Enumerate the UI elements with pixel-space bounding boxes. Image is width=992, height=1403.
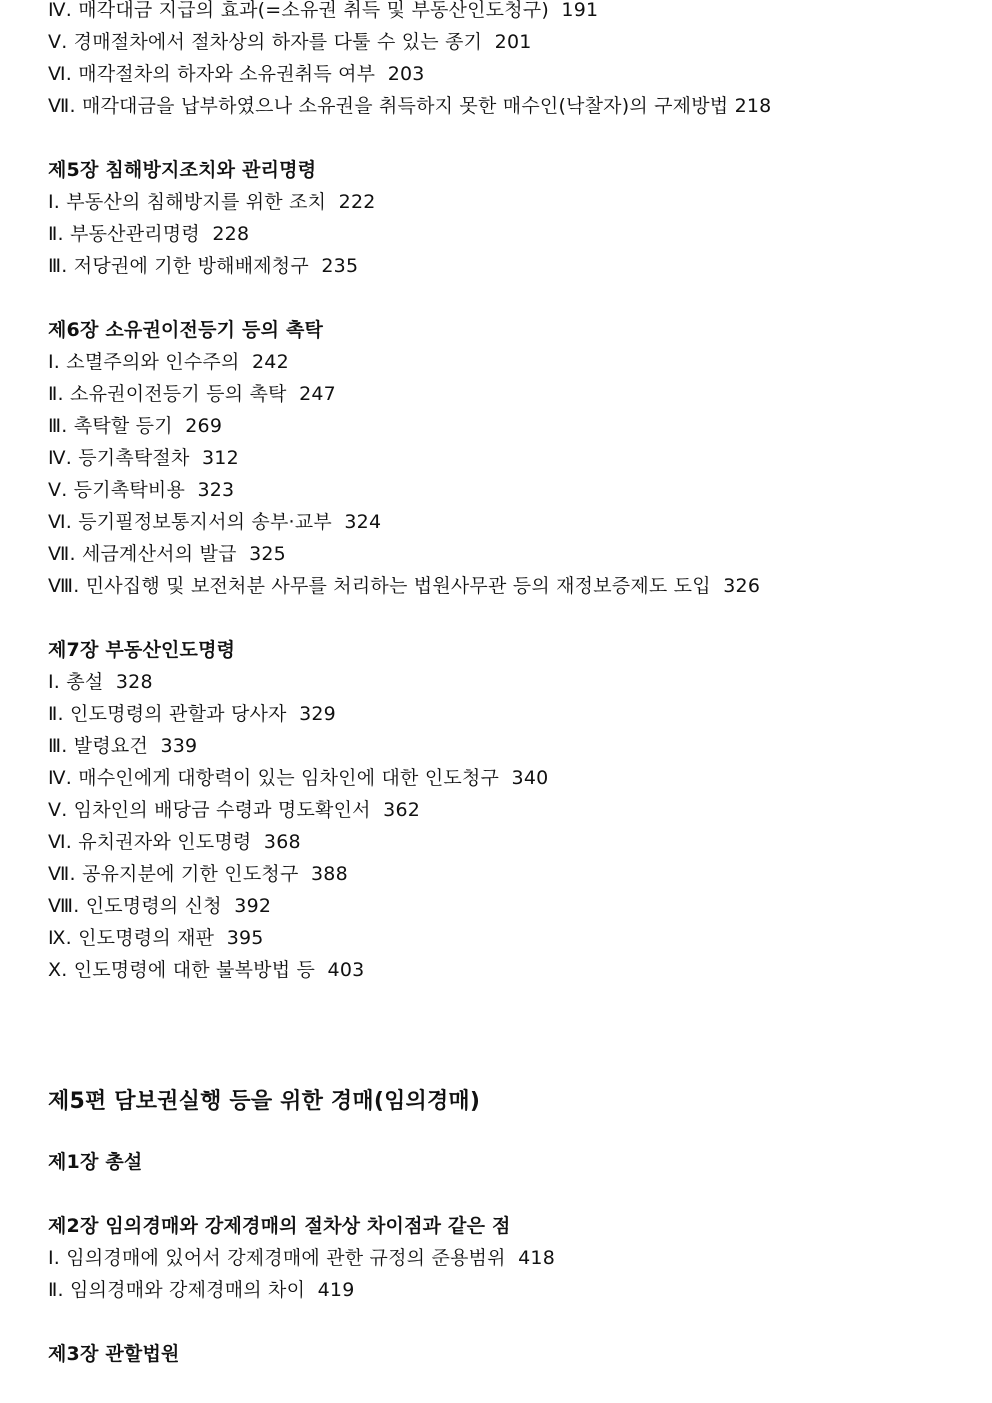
toc-entry: Ⅳ. 매수인에게 대항력이 있는 임차인에 대한 인도청구 340	[48, 767, 549, 789]
chapter-heading: 제5장 침해방지조치와 관리명령	[48, 159, 317, 181]
chapter-heading: 제2장 임의경매와 강제경매의 절차상 차이점과 같은 점	[48, 1215, 511, 1237]
toc-entry: Ⅹ. 인도명령에 대한 불복방법 등 403	[48, 959, 365, 981]
toc-entry: Ⅱ. 인도명령의 관할과 당사자 329	[48, 703, 336, 725]
toc-entry: Ⅵ. 등기필정보통지서의 송부·교부 324	[48, 511, 382, 533]
toc-entry: Ⅶ. 공유지분에 기한 인도청구 388	[48, 863, 348, 885]
toc-entry: Ⅷ. 민사집행 및 보전처분 사무를 처리하는 법원사무관 등의 재정보증제도 도입 326	[48, 575, 761, 597]
toc-entry: Ⅸ. 인도명령의 재판 395	[48, 927, 264, 949]
toc-entry: Ⅳ. 등기촉탁절차 312	[48, 447, 239, 469]
toc-entry: Ⅱ. 부동산관리명령 228	[48, 223, 250, 245]
chapter-heading: 제7장 부동산인도명령	[48, 639, 236, 661]
toc-entry: Ⅴ. 경매절차에서 절차상의 하자를 다툴 수 있는 종기 201	[48, 31, 532, 53]
chapter-heading: 제3장 관할법원	[48, 1343, 180, 1365]
part-heading: 제5편 담보권실행 등을 위한 경매(임의경매)	[48, 1089, 481, 1114]
toc-entry: Ⅴ. 등기촉탁비용 323	[48, 479, 235, 501]
toc-entry: Ⅲ. 촉탁할 등기 269	[48, 415, 223, 437]
toc-entry: Ⅲ. 저당권에 기한 방해배제청구 235	[48, 255, 359, 277]
toc-entry: Ⅷ. 인도명령의 신청 392	[48, 895, 272, 917]
toc-entry: Ⅰ. 소멸주의와 인수주의 242	[48, 351, 289, 373]
chapter-heading: 제6장 소유권이전등기 등의 촉탁	[48, 319, 324, 341]
toc-entry: Ⅵ. 유치권자와 인도명령 368	[48, 831, 301, 853]
toc-entry: Ⅴ. 임차인의 배당금 수령과 명도확인서 362	[48, 799, 421, 821]
toc-entry: Ⅰ. 총설 328	[48, 671, 153, 693]
toc-entry: Ⅵ. 매각절차의 하자와 소유권취득 여부 203	[48, 63, 425, 85]
toc-entry: Ⅲ. 발령요건 339	[48, 735, 198, 757]
toc-entry: Ⅶ. 세금계산서의 발급 325	[48, 543, 286, 565]
toc-entry: Ⅱ. 소유권이전등기 등의 촉탁 247	[48, 383, 336, 405]
toc-page	[48, 0, 978, 1370]
toc-entry: Ⅶ. 매각대금을 납부하였으나 소유권을 취득하지 못한 매수인(낙찰자)의 구제방법 218	[48, 95, 772, 117]
toc-entry: Ⅳ. 매각대금 지급의 효과(=소유권 취득 및 부동산인도청구) 191	[48, 0, 599, 21]
toc-entry: Ⅱ. 임의경매와 강제경매의 차이 419	[48, 1279, 355, 1301]
toc-entry: Ⅰ. 부동산의 침해방지를 위한 조치 222	[48, 191, 376, 213]
toc-entry: Ⅰ. 임의경매에 있어서 강제경매에 관한 규정의 준용범위 418	[48, 1247, 556, 1269]
chapter-heading: 제1장 총설	[48, 1151, 143, 1173]
